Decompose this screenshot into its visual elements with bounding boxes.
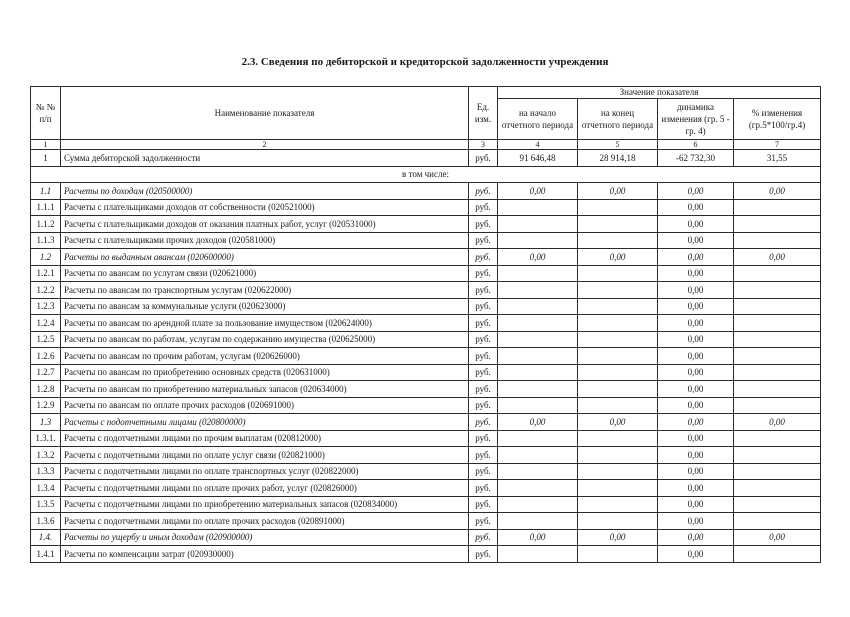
row-start	[498, 381, 578, 398]
row-end	[578, 216, 658, 233]
row-num: 1.2.4	[31, 315, 61, 332]
col-number: 5	[578, 140, 658, 150]
row-unit: руб.	[469, 331, 498, 348]
row-percent	[734, 381, 821, 398]
table-row	[31, 348, 821, 365]
table-row	[31, 397, 821, 414]
table-row	[31, 315, 821, 332]
row-name: Расчеты с плательщиками доходов от оказания платных работ, услуг (020531000)	[61, 216, 469, 233]
row-num: 1.1.2	[31, 216, 61, 233]
row-end	[578, 364, 658, 381]
section-row	[31, 529, 821, 546]
col-number: 7	[734, 140, 821, 150]
debt-table	[30, 86, 821, 563]
row-name: Расчеты по авансам по прочим работам, услугам (020626000)	[61, 348, 469, 365]
row-num: 1.3.1.	[31, 430, 61, 447]
header-end: на конец отчетного периода	[578, 99, 658, 140]
table-row	[31, 513, 821, 530]
row-start	[498, 265, 578, 282]
row-name: Расчеты по доходам (020500000)	[61, 183, 469, 200]
row-start	[498, 364, 578, 381]
row-percent	[734, 397, 821, 414]
row-num: 1.2	[31, 249, 61, 266]
row-start	[498, 298, 578, 315]
row-start	[498, 331, 578, 348]
row-unit: руб.	[469, 414, 498, 431]
row-percent	[734, 430, 821, 447]
row-name: Расчеты по авансам по услугам связи (020621000)	[61, 265, 469, 282]
row-start	[498, 348, 578, 365]
row-unit: руб.	[469, 249, 498, 266]
row-dynamics: 0,00	[658, 183, 734, 200]
table-row	[31, 381, 821, 398]
table-row	[31, 232, 821, 249]
row-percent	[734, 331, 821, 348]
row-percent	[734, 199, 821, 216]
table-row	[31, 282, 821, 299]
row-percent: 31,55	[734, 150, 821, 167]
section-row	[31, 249, 821, 266]
row-percent	[734, 282, 821, 299]
row-num: 1.3.6	[31, 513, 61, 530]
row-num: 1.2.5	[31, 331, 61, 348]
including-row	[31, 166, 821, 183]
row-num: 1.3.3	[31, 463, 61, 480]
row-name: Расчеты по авансам по приобретению материальных запасов (020634000)	[61, 381, 469, 398]
row-unit: руб.	[469, 463, 498, 480]
row-unit: руб.	[469, 447, 498, 464]
row-dynamics: 0,00	[658, 397, 734, 414]
row-percent	[734, 513, 821, 530]
row-dynamics: -62 732,30	[658, 150, 734, 167]
row-percent	[734, 546, 821, 563]
row-num: 1.3.4	[31, 480, 61, 497]
table-row	[31, 546, 821, 563]
row-num: 1.2.9	[31, 397, 61, 414]
col-number: 2	[61, 140, 469, 150]
row-name: Расчеты по ущербу и иным доходам (020900000)	[61, 529, 469, 546]
row-unit: руб.	[469, 430, 498, 447]
row-name: Расчеты с подотчетными лицами по оплате прочих расходов (020891000)	[61, 513, 469, 530]
table-row	[31, 216, 821, 233]
total-row	[31, 150, 821, 167]
row-start	[498, 397, 578, 414]
row-dynamics: 0,00	[658, 315, 734, 332]
row-name: Расчеты с плательщиками доходов от собственности (020521000)	[61, 199, 469, 216]
section-row	[31, 183, 821, 200]
row-end	[578, 397, 658, 414]
row-dynamics: 0,00	[658, 232, 734, 249]
row-end: 0,00	[578, 414, 658, 431]
row-name: Расчеты по авансам по работам, услугам по содержанию имущества (020625000)	[61, 331, 469, 348]
header-dynamics: динамика изменения (гр. 5 - гр. 4)	[658, 99, 734, 140]
row-dynamics: 0,00	[658, 348, 734, 365]
row-percent	[734, 496, 821, 513]
row-unit: руб.	[469, 199, 498, 216]
row-dynamics: 0,00	[658, 480, 734, 497]
row-num: 1.2.2	[31, 282, 61, 299]
page-title: 2.3. Сведения по дебиторской и кредиторской задолженности учреждения	[241, 56, 609, 68]
row-num: 1.3.5	[31, 496, 61, 513]
row-start	[498, 447, 578, 464]
table-row	[31, 364, 821, 381]
row-name: Расчеты по компенсации затрат (020930000)	[61, 546, 469, 563]
row-dynamics: 0,00	[658, 216, 734, 233]
row-percent	[734, 315, 821, 332]
row-dynamics: 0,00	[658, 265, 734, 282]
row-unit: руб.	[469, 315, 498, 332]
row-end: 0,00	[578, 183, 658, 200]
row-unit: руб.	[469, 216, 498, 233]
table-row	[31, 430, 821, 447]
row-start	[498, 463, 578, 480]
row-end	[578, 496, 658, 513]
table-row	[31, 199, 821, 216]
row-start: 0,00	[498, 414, 578, 431]
row-end	[578, 232, 658, 249]
row-num: 1.1.1	[31, 199, 61, 216]
row-num: 1.3.2	[31, 447, 61, 464]
row-num: 1.3	[31, 414, 61, 431]
row-dynamics: 0,00	[658, 546, 734, 563]
row-start	[498, 232, 578, 249]
row-unit: руб.	[469, 232, 498, 249]
row-name: Расчеты по авансам по транспортным услугам (020622000)	[61, 282, 469, 299]
row-unit: руб.	[469, 513, 498, 530]
row-end: 0,00	[578, 529, 658, 546]
row-end	[578, 331, 658, 348]
row-unit: руб.	[469, 397, 498, 414]
row-name: Расчеты с подотчетными лицами по прочим выплатам (020812000)	[61, 430, 469, 447]
row-end	[578, 447, 658, 464]
col-number: 4	[498, 140, 578, 150]
row-dynamics: 0,00	[658, 463, 734, 480]
table-row	[31, 480, 821, 497]
row-end	[578, 463, 658, 480]
row-dynamics: 0,00	[658, 414, 734, 431]
row-percent	[734, 216, 821, 233]
row-percent	[734, 232, 821, 249]
row-dynamics: 0,00	[658, 381, 734, 398]
row-start	[498, 282, 578, 299]
row-percent: 0,00	[734, 183, 821, 200]
row-start	[498, 430, 578, 447]
table-row	[31, 463, 821, 480]
row-num: 1.2.1	[31, 265, 61, 282]
row-unit: руб.	[469, 496, 498, 513]
row-percent: 0,00	[734, 529, 821, 546]
section-row	[31, 414, 821, 431]
row-num: 1.1.3	[31, 232, 61, 249]
row-percent: 0,00	[734, 249, 821, 266]
row-dynamics: 0,00	[658, 496, 734, 513]
row-start: 91 646,48	[498, 150, 578, 167]
row-start	[498, 216, 578, 233]
row-dynamics: 0,00	[658, 249, 734, 266]
header-num: № № п/п	[31, 87, 61, 140]
row-start: 0,00	[498, 249, 578, 266]
row-num: 1.4.	[31, 529, 61, 546]
row-start	[498, 315, 578, 332]
row-num: 1.1	[31, 183, 61, 200]
row-name: Расчеты с подотчетными лицами по оплате транспортных услуг (020822000)	[61, 463, 469, 480]
row-unit: руб.	[469, 183, 498, 200]
table-row	[31, 447, 821, 464]
row-start: 0,00	[498, 529, 578, 546]
including-label: в том числе:	[31, 166, 821, 183]
header-row-top	[31, 87, 821, 99]
row-percent	[734, 463, 821, 480]
row-start: 0,00	[498, 183, 578, 200]
row-num: 1.2.3	[31, 298, 61, 315]
row-name: Расчеты с подотчетными лицами по приобретению материальных запасов (020834000)	[61, 496, 469, 513]
row-dynamics: 0,00	[658, 529, 734, 546]
row-end	[578, 430, 658, 447]
header-percent: % изменения (гр.5*100/гр.4)	[734, 99, 821, 140]
row-end: 28 914,18	[578, 150, 658, 167]
header-name: Наименование показателя	[61, 87, 469, 140]
row-dynamics: 0,00	[658, 298, 734, 315]
row-dynamics: 0,00	[658, 282, 734, 299]
col-number: 6	[658, 140, 734, 150]
col-number: 1	[31, 140, 61, 150]
row-dynamics: 0,00	[658, 513, 734, 530]
header-start: на начало отчетного периода	[498, 99, 578, 140]
detail-rows	[31, 183, 821, 563]
row-name: Расчеты по выданным авансам (020600000)	[61, 249, 469, 266]
header-group: Значение показателя	[498, 87, 821, 99]
table-row	[31, 331, 821, 348]
row-name: Расчеты с подотчетными лицами по оплате прочих работ, услуг (020826000)	[61, 480, 469, 497]
row-start	[498, 513, 578, 530]
row-unit: руб.	[469, 364, 498, 381]
row-end	[578, 513, 658, 530]
row-unit: руб.	[469, 282, 498, 299]
row-dynamics: 0,00	[658, 430, 734, 447]
row-dynamics: 0,00	[658, 447, 734, 464]
row-percent	[734, 298, 821, 315]
row-name: Расчеты по авансам по арендной плате за пользование имуществом (020624000)	[61, 315, 469, 332]
row-end: 0,00	[578, 249, 658, 266]
row-num: 1.2.6	[31, 348, 61, 365]
header-unit: Ед. изм.	[469, 87, 498, 140]
column-number-row	[31, 140, 821, 150]
row-num: 1.2.7	[31, 364, 61, 381]
row-end	[578, 199, 658, 216]
row-dynamics: 0,00	[658, 331, 734, 348]
row-num: 1.2.8	[31, 381, 61, 398]
row-unit: руб.	[469, 265, 498, 282]
row-unit: руб.	[469, 546, 498, 563]
row-percent: 0,00	[734, 414, 821, 431]
row-start	[498, 546, 578, 563]
row-percent	[734, 364, 821, 381]
row-percent	[734, 265, 821, 282]
row-unit: руб.	[469, 348, 498, 365]
row-name: Расчеты с подотчетными лицами (020800000)	[61, 414, 469, 431]
col-number: 3	[469, 140, 498, 150]
table-row	[31, 265, 821, 282]
row-percent	[734, 447, 821, 464]
row-end	[578, 298, 658, 315]
row-name: Расчеты по авансам по оплате прочих расходов (020691000)	[61, 397, 469, 414]
row-start	[498, 480, 578, 497]
row-end	[578, 315, 658, 332]
row-name: Расчеты по авансам по приобретению основных средств (020631000)	[61, 364, 469, 381]
table-row	[31, 298, 821, 315]
row-percent	[734, 348, 821, 365]
row-name: Расчеты по авансам за коммунальные услуги (020623000)	[61, 298, 469, 315]
row-percent	[734, 480, 821, 497]
row-num: 1.4.1	[31, 546, 61, 563]
row-end	[578, 480, 658, 497]
row-end	[578, 282, 658, 299]
row-end	[578, 348, 658, 365]
row-name: Сумма дебиторской задолженности	[61, 150, 469, 167]
row-dynamics: 0,00	[658, 364, 734, 381]
row-start	[498, 496, 578, 513]
row-name: Расчеты с подотчетными лицами по оплате услуг связи (020821000)	[61, 447, 469, 464]
row-end	[578, 381, 658, 398]
row-unit: руб.	[469, 480, 498, 497]
row-unit: руб.	[469, 150, 498, 167]
row-end	[578, 265, 658, 282]
row-name: Расчеты с плательщиками прочих доходов (020581000)	[61, 232, 469, 249]
row-num: 1	[31, 150, 61, 167]
row-start	[498, 199, 578, 216]
row-end	[578, 546, 658, 563]
table-row	[31, 496, 821, 513]
row-unit: руб.	[469, 381, 498, 398]
row-unit: руб.	[469, 529, 498, 546]
row-dynamics: 0,00	[658, 199, 734, 216]
row-unit: руб.	[469, 298, 498, 315]
